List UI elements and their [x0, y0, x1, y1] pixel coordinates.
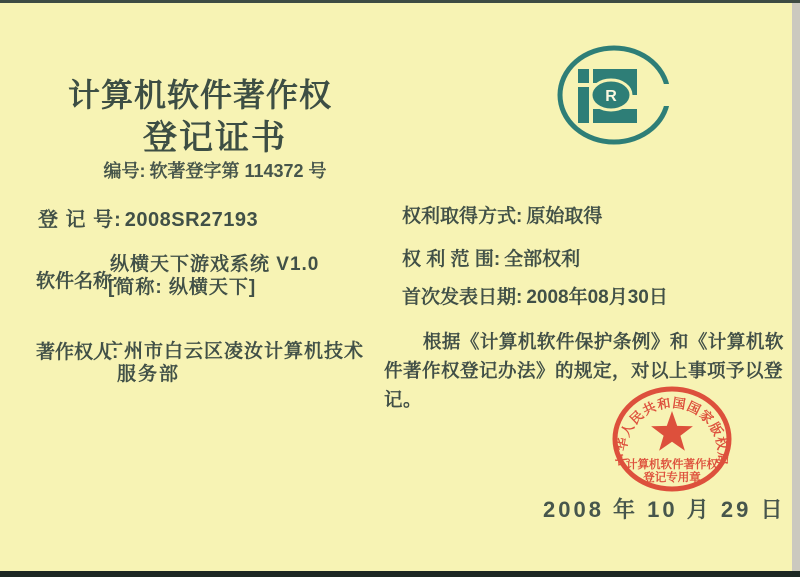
rights-scope-label: 权 利 范 围: [402, 249, 501, 270]
serial-value: 软著登字第 114372 号 [149, 161, 327, 181]
copyright-owner-label: 著作权人: [36, 342, 119, 363]
certificate-title-line2: 登记证书 [143, 119, 287, 157]
first-publication-label: 首次发表日期: [402, 287, 523, 308]
software-name-value-line2: [简称: 纵横天下] [108, 277, 257, 298]
rights-scope-value: 全部权利 [504, 249, 581, 270]
registration-number-value: 2008SR27193 [124, 209, 259, 231]
certificate-title-line1: 计算机软件著作权 [67, 77, 332, 113]
serial-label: 编号: [103, 161, 146, 181]
seal-ring-text: 中华人民共和国国家版权局 [613, 395, 731, 467]
registration-number-row [38, 203, 258, 232]
software-name-label: 软件名称: [36, 271, 119, 292]
scan-edge-top [0, 0, 800, 3]
software-name-value-line1: 纵横天下游戏系统 V1.0 [110, 254, 320, 275]
rights-acquisition-row [402, 201, 602, 228]
logo-letter-r: R [605, 88, 617, 105]
registration-number-label: 登 记 号: [38, 209, 122, 231]
registration-statement: 根据《计算机软件保护条例》和《计算机软件著作权登记办法》的规定，对以上事项予以登记。 [384, 331, 784, 410]
copyright-owner-value-line1: 广州市白云区凌汝计算机技术 [104, 341, 365, 362]
rights-scope-row [402, 244, 580, 271]
scan-edge-right [792, 3, 800, 571]
seal-star-icon [651, 411, 693, 451]
issue-date: 2008 年 10 月 29 日 [543, 497, 786, 522]
first-publication-row [402, 282, 668, 309]
scan-edge-bottom [0, 571, 800, 577]
rights-acquisition-label: 权利取得方式: [402, 206, 523, 227]
seal-text-line1: 计算机软件著作权 [626, 459, 718, 471]
seal-text-line2: 登记专用章 [643, 472, 701, 484]
serial-number-line [20, 157, 410, 183]
copyright-owner-value-line2: 服务部 [117, 364, 181, 385]
rights-acquisition-value: 原始取得 [526, 206, 603, 227]
official-seal [609, 385, 735, 497]
software-registration-logo-icon [554, 42, 674, 148]
first-publication-value: 2008年08月30日 [526, 287, 668, 308]
